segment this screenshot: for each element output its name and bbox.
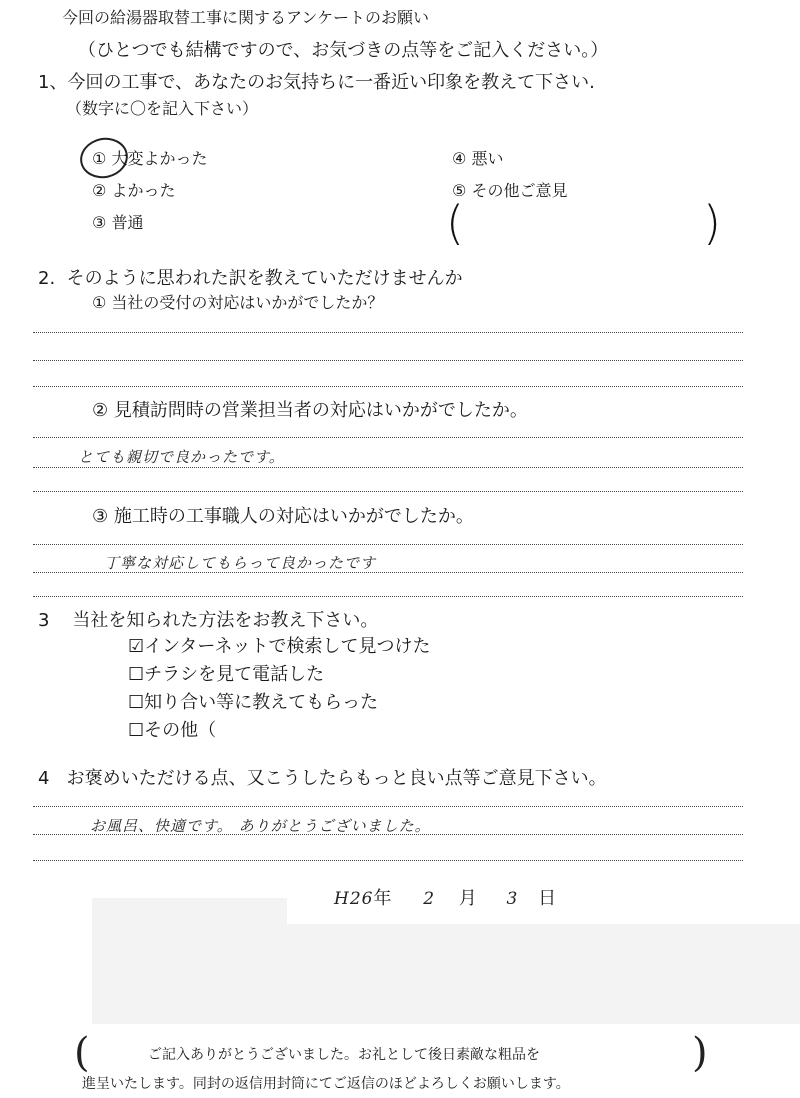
q2-sub1-label: ① 当社の受付の対応はいかがでしたか？: [92, 293, 384, 312]
q3-option-internet[interactable]: [128, 632, 431, 658]
footer-brace-open: (: [74, 1030, 90, 1076]
footer-brace-close: ): [692, 1030, 708, 1076]
date-row: [334, 884, 556, 910]
q2-heading: [38, 264, 463, 290]
q3-option-flyer-label: チラシを見て電話した: [144, 664, 325, 685]
q2-sub2-answer[interactable]: とても親切で良かったです。: [78, 448, 285, 466]
q2-number: 2.: [38, 268, 56, 289]
q3-option-other[interactable]: [128, 716, 216, 742]
q2-sub2-answer-line-2: [33, 467, 743, 468]
date-day-label: 日: [538, 888, 557, 909]
q1-option-4-label: 悪い: [471, 149, 504, 168]
q1-text: 今回の工事で、あなたのお気持ちに一番近い印象を教えて下さい.: [67, 72, 595, 93]
q4-heading: [38, 764, 607, 790]
q4-number: 4: [38, 768, 50, 789]
q1-option-2-mark: ②: [92, 181, 107, 200]
q4-answer-line-2: [33, 834, 743, 835]
q1-option-1-mark: ①: [92, 149, 107, 168]
q1-option-3-label: 普通: [111, 213, 144, 232]
q2-sub3-answer-line-2: [33, 572, 743, 573]
q2-sub1-answer-line-3: [33, 386, 743, 387]
q1-option-5-label: その他ご意見: [471, 181, 568, 200]
checkbox-icon[interactable]: ☐: [128, 720, 145, 741]
date-month[interactable]: 2: [423, 889, 436, 909]
q1-heading: [38, 68, 595, 94]
form-subtitle: （ひとつでも結構ですので、お気づきの点等をご記入ください。）: [78, 40, 609, 61]
q4-text: お褒めいただける点、又こうしたらもっと良い点等ご意見下さい。: [66, 768, 607, 789]
q2-sub3-answer-line: [33, 544, 743, 545]
q3-number: 3: [38, 610, 50, 631]
q3-text: 当社を知られた方法をお教え下さい。: [72, 610, 379, 631]
date-day[interactable]: 3: [506, 889, 519, 909]
checkbox-icon[interactable]: ☐: [128, 664, 145, 685]
q1-option-4-mark: ④: [452, 149, 467, 168]
q2-sub1-answer-line: [33, 332, 743, 333]
q4-answer-line: [33, 806, 743, 807]
date-month-label: 月: [458, 888, 477, 909]
q2-sub2-label: ② 見積訪問時の営業担当者の対応はいかがでしたか。: [92, 400, 528, 421]
q1-number: 1、: [38, 72, 68, 93]
q1-option-2-label: よかった: [111, 181, 176, 200]
date-era-year[interactable]: H26: [334, 889, 374, 909]
q4-answer-line-3: [33, 860, 743, 861]
q1-option-5-mark: ⑤: [452, 181, 467, 200]
q1-option-3[interactable]: [92, 210, 143, 233]
checked-box-icon[interactable]: ☑: [128, 636, 145, 657]
q2-sub1-answer-line-2: [33, 360, 743, 361]
q1-option-1-label: 大変よかった: [111, 149, 208, 168]
q1-option-5[interactable]: [452, 178, 567, 201]
q2-sub3-answer-line-3: [33, 596, 743, 597]
form-title: 今回の給湯器取替工事に関するアンケートのお願い: [62, 8, 430, 27]
q3-option-referral[interactable]: [128, 688, 378, 714]
q1-option-4[interactable]: [452, 146, 503, 169]
q3-option-referral-label: 知り合い等に教えてもらった: [144, 692, 379, 713]
q1-option-3-mark: ③: [92, 213, 107, 232]
q4-answer[interactable]: お風呂、快適です。 ありがとうございました。: [90, 817, 431, 835]
footer-line-2: 進呈いたします。同封の返信用封筒にてご返信のほどよろしくお願いします。: [82, 1076, 570, 1092]
q1-other-paren-close: ): [703, 196, 721, 250]
footer-line-1: ご記入ありがとうございました。お礼として後日素敵な粗品を: [148, 1047, 540, 1063]
q1-option-1[interactable]: [92, 146, 207, 169]
q2-sub2-answer-line: [33, 437, 743, 438]
date-year-label: 年: [373, 888, 392, 909]
q3-option-internet-label: インターネットで検索して見つけた: [144, 636, 431, 657]
q3-heading: [38, 606, 378, 632]
q2-text: そのように思われた訳を教えていただけませんか: [66, 268, 463, 289]
q2-sub3-label: ③ 施工時の工事職人の対応はいかがでしたか。: [92, 506, 474, 527]
checkbox-icon[interactable]: ☐: [128, 692, 145, 713]
redacted-area: [92, 924, 800, 1024]
q3-option-other-label: その他（: [144, 720, 217, 741]
q2-sub3-answer[interactable]: 丁寧な対応してもらって良かったです: [104, 554, 377, 572]
q2-sub2-answer-line-3: [33, 491, 743, 492]
q3-option-flyer[interactable]: [128, 660, 324, 686]
q1-option-2[interactable]: [92, 178, 175, 201]
q1-other-paren-open: (: [446, 196, 464, 250]
q1-instruction: （数字に〇を記入下さい）: [66, 99, 259, 118]
